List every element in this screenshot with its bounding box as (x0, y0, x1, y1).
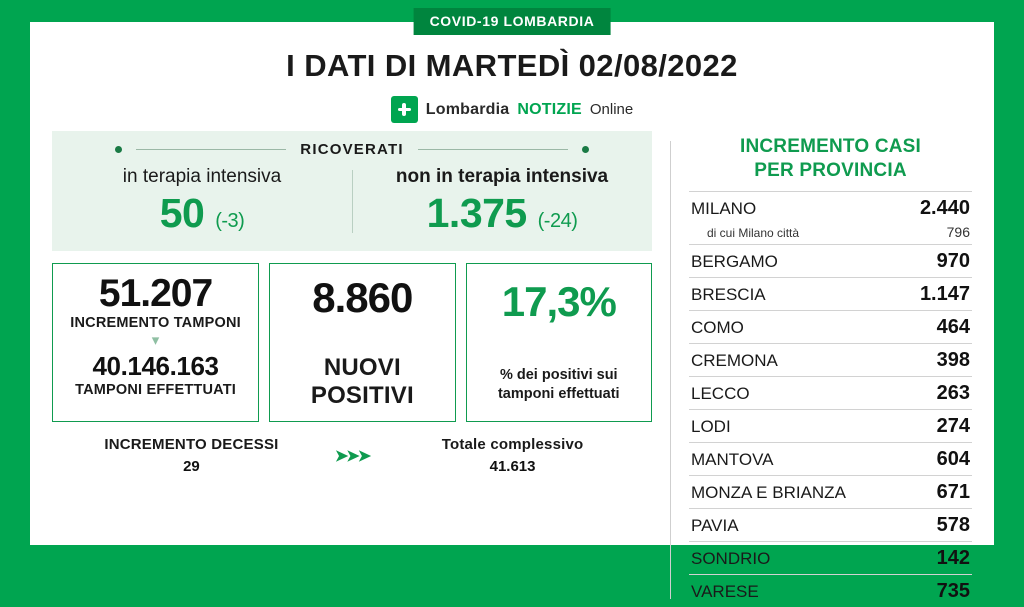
province-name: VARESE (691, 581, 759, 601)
ribbon-badge: COVID-19 LOMBARDIA (414, 8, 611, 35)
province-value: 735 (936, 579, 970, 602)
percentuale-value: 17,3% (501, 278, 616, 325)
percentuale-box (466, 263, 652, 422)
province-name: COMO (691, 317, 744, 337)
province-row (689, 277, 972, 310)
province-row (689, 343, 972, 376)
province-subrow (689, 224, 972, 244)
decessi-value: 29 (183, 458, 200, 476)
tamponi-total-value: 40.146.163 (92, 350, 219, 381)
province-value: 604 (936, 447, 970, 470)
province-row (689, 409, 972, 442)
infographic-card (30, 13, 994, 602)
province-name: LECCO (691, 383, 750, 403)
ricoverati-heading: RICOVERATI (300, 141, 404, 158)
decessi-block (58, 436, 325, 475)
non-terapia-intensiva-value: 1.375 (426, 190, 527, 236)
province-value: 2.440 (919, 196, 970, 219)
non-terapia-intensiva-delta: (-24) (537, 210, 578, 232)
province-title-line2: PER PROVINCIA (754, 159, 907, 181)
province-row (689, 191, 972, 224)
nuovi-positivi-label-line2: POSITIVI (310, 381, 414, 409)
percentuale-label (473, 366, 645, 404)
province-name: MANTOVA (691, 449, 774, 469)
lombardia-cross-icon (391, 96, 418, 123)
brand-logo (30, 96, 994, 123)
province-row (689, 244, 972, 277)
province-value: 970 (936, 249, 970, 272)
province-row (689, 541, 972, 574)
province-row (689, 475, 972, 508)
province-name: LODI (691, 416, 731, 436)
province-row (689, 508, 972, 541)
stat-boxes (52, 263, 652, 422)
terapia-intensiva-delta: (-3) (215, 210, 245, 232)
nuovi-positivi-value: 8.860 (312, 274, 413, 321)
chevron-down-icon: ▾ (151, 331, 160, 349)
page-title: I DATI DI MARTEDÌ 02/08/2022 (286, 48, 738, 83)
totale-value: 41.613 (489, 458, 536, 476)
province-value: 464 (936, 315, 970, 338)
totale-block (379, 436, 646, 475)
percentuale-label-line1: % dei positivi sui (499, 367, 618, 383)
ricoverati-panel (52, 131, 652, 251)
non-terapia-intensiva-block (352, 166, 652, 237)
ricoverati-columns (52, 166, 652, 237)
content-body (30, 123, 994, 607)
province-name: BERGAMO (691, 251, 778, 271)
percentuale-label-line2: tamponi effettuati (497, 385, 620, 402)
rule-left (136, 149, 286, 150)
province-row (689, 442, 972, 475)
province-name: SONDRIO (691, 548, 771, 568)
brand-online-label: Online (589, 101, 634, 118)
ricoverati-heading-row (52, 141, 652, 158)
province-value: 671 (936, 480, 970, 503)
province-value: 142 (936, 546, 970, 569)
tamponi-total-label: TAMPONI EFFETTUATI (75, 381, 237, 398)
province-title-line1: INCREMENTO CASI (739, 136, 922, 157)
tamponi-increment-value: 51.207 (98, 272, 213, 315)
province-value: 398 (936, 348, 970, 371)
bullet-dot-right-icon (582, 146, 589, 153)
province-value: 263 (936, 381, 970, 404)
rule-right (418, 149, 568, 150)
arrows-icon: ➤➤➤ (334, 447, 370, 465)
decessi-label: INCREMENTO DECESSI (104, 436, 279, 454)
province-title (689, 131, 972, 191)
footer-row (52, 436, 652, 475)
province-row (689, 376, 972, 409)
province-name: CREMONA (691, 350, 778, 370)
province-sub-name: di cui Milano città (707, 225, 800, 240)
province-sub-value: 796 (946, 223, 970, 240)
brand-lombardia-label: Lombardia (425, 100, 510, 118)
left-column (52, 131, 652, 607)
bullet-dot-left-icon (115, 146, 122, 153)
province-name: MILANO (691, 198, 757, 218)
non-terapia-intensiva-label: non in terapia intensiva (395, 166, 609, 187)
province-value: 578 (936, 513, 970, 536)
tamponi-box (52, 263, 259, 422)
province-name: PAVIA (691, 515, 739, 535)
tamponi-increment-label: INCREMENTO TAMPONI (70, 314, 241, 331)
vertical-divider (670, 141, 671, 599)
terapia-intensiva-value-row (52, 190, 352, 237)
nuovi-positivi-box (269, 263, 455, 422)
province-name: MONZA E BRIANZA (691, 482, 846, 502)
province-panel (689, 131, 972, 607)
province-row (689, 310, 972, 343)
province-name: BRESCIA (691, 284, 766, 304)
nuovi-positivi-label (276, 354, 448, 409)
province-value: 1.147 (919, 282, 970, 305)
nuovi-positivi-label-line1: NUOVI (323, 354, 401, 382)
non-terapia-intensiva-value-row (352, 190, 652, 237)
province-row (689, 574, 972, 607)
terapia-intensiva-value: 50 (159, 190, 205, 236)
province-list (689, 191, 972, 607)
totale-label: Totale complessivo (441, 436, 584, 454)
province-value: 274 (936, 414, 970, 437)
terapia-intensiva-block (52, 166, 352, 237)
terapia-intensiva-label: in terapia intensiva (122, 166, 282, 187)
brand-notizie-label: NOTIZIE (517, 100, 582, 118)
